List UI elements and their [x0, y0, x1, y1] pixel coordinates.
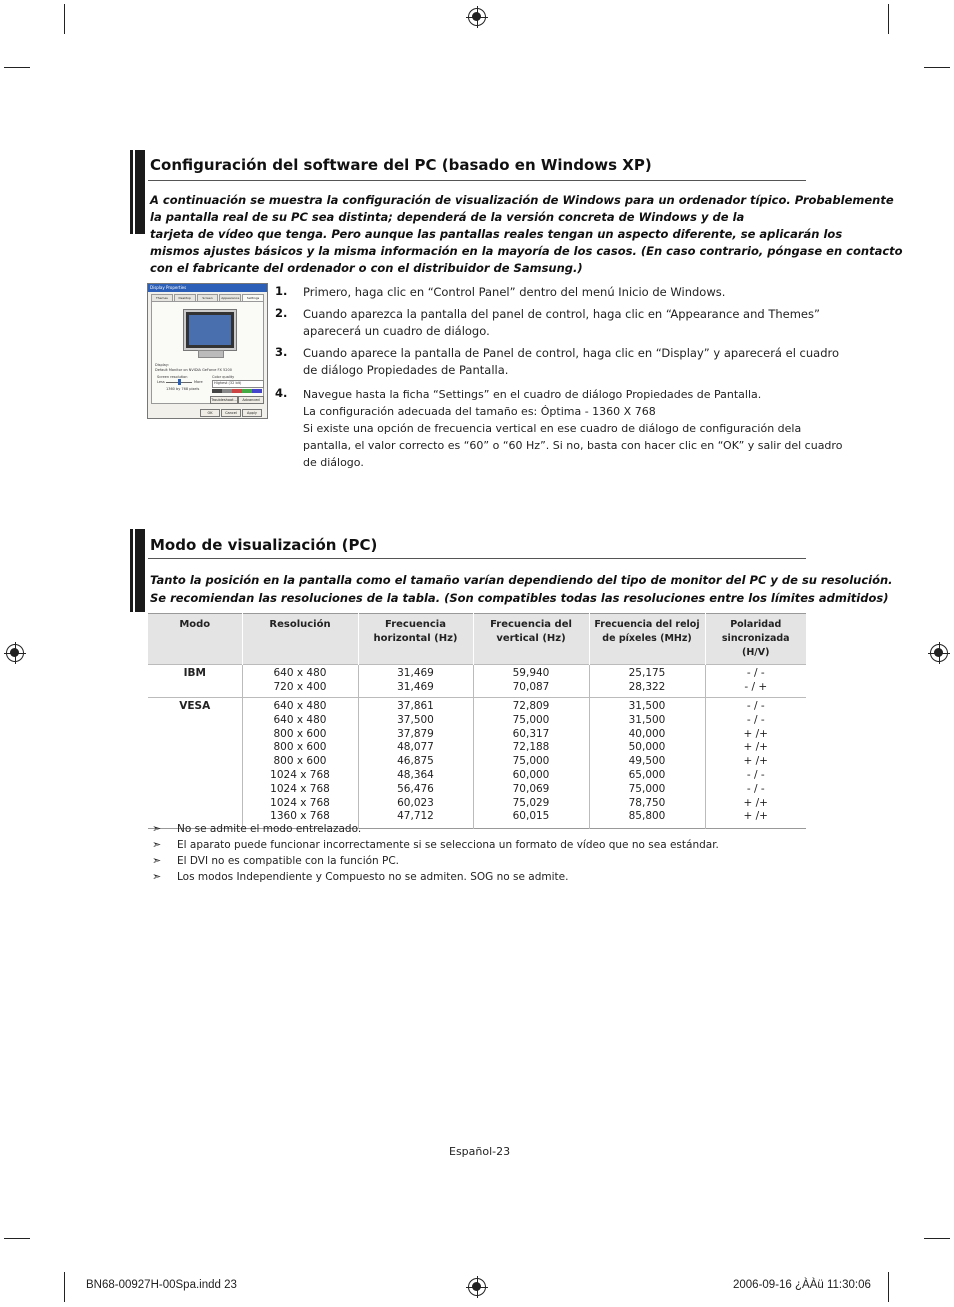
- registration-mark-icon: [6, 644, 24, 662]
- tab-appearance: Appearance: [221, 296, 240, 300]
- header-frecuencia-reloj: Frecuencia del reloj de píxeles (MHz): [589, 614, 705, 665]
- note-item: ➣ Los modos Independiente y Compuesto no se admiten. SOG no se admite.: [152, 870, 569, 883]
- page-number: Español-23: [449, 1145, 511, 1158]
- cell-value: 49,500: [628, 755, 666, 768]
- display-label: Display:: [155, 363, 169, 367]
- cell-value: 65,000: [628, 768, 666, 781]
- section-bar: [133, 150, 145, 234]
- cell-value: 640 x 480: [273, 700, 327, 712]
- cell-value: 31,469: [397, 680, 434, 693]
- table-row: [148, 698, 806, 829]
- monitor-icon: [184, 310, 236, 350]
- arrow-icon: ➣: [152, 870, 162, 883]
- monitor-stand: [198, 350, 224, 358]
- header-modo: Modo: [148, 614, 242, 665]
- crop-mark: [4, 67, 30, 68]
- crop-mark: [888, 4, 889, 34]
- cell-value: + /+: [743, 810, 768, 823]
- cell-value: 85,800: [628, 810, 666, 823]
- cell-value: 70,087: [512, 680, 550, 693]
- cell-value: - / -: [746, 713, 765, 726]
- cell-value: 28,322: [628, 680, 666, 693]
- cell-value: 56,476: [397, 782, 434, 795]
- section-bar: [133, 529, 145, 612]
- cell-value: 720 x 400: [273, 680, 327, 693]
- cell-value: 70,069: [512, 782, 550, 795]
- polarity-cell: [705, 665, 806, 698]
- cell-value: 60,015: [512, 810, 550, 823]
- section-title: Modo de visualización (PC): [150, 536, 378, 554]
- crop-mark: [924, 1238, 950, 1239]
- cell-value: 800 x 600: [273, 727, 327, 740]
- cell-value: 60,317: [512, 727, 550, 740]
- cell-value: - / +: [744, 680, 768, 693]
- cell-value: 46,875: [397, 755, 434, 768]
- cell-value: 1024 x 768: [270, 796, 330, 809]
- hfreq-cell: [358, 665, 473, 698]
- cell-value: 60,023: [397, 796, 434, 809]
- cell-value: 1360 x 768: [270, 810, 330, 823]
- cell-value: 37,861: [397, 700, 434, 712]
- note-item: ➣ El aparato puede funcionar incorrectamente si se selecciona un formato de vídeo que no sea estándar.: [152, 838, 719, 851]
- section-rule: [148, 558, 806, 559]
- header-resolucion: Resolución: [242, 614, 358, 665]
- arrow-icon: ➣: [152, 822, 162, 835]
- cell-value: 40,000: [628, 727, 666, 740]
- cell-value: 72,188: [512, 741, 550, 754]
- resolution-value: 1360 by 768 pixels: [166, 387, 200, 391]
- display-properties-dialog: [147, 283, 268, 419]
- cell-value: 75,000: [512, 713, 550, 726]
- cell-value: - / -: [746, 700, 765, 712]
- display-mode-table: [148, 613, 806, 829]
- display-value: Default Monitor on NVIDIA GeForce FX 5200: [155, 368, 232, 372]
- cell-value: 37,879: [397, 727, 434, 740]
- cell-value: + /+: [743, 755, 768, 768]
- cell-value: 47,712: [397, 810, 434, 823]
- cell-value: 1024 x 768: [270, 782, 330, 795]
- cell-value: 75,029: [512, 796, 550, 809]
- resolution-cell: [242, 698, 358, 829]
- polarity-cell: [705, 698, 806, 829]
- cell-value: 78,750: [628, 796, 666, 809]
- less-label: Less: [157, 380, 165, 384]
- arrow-icon: ➣: [152, 838, 162, 851]
- step-number: 3.: [275, 345, 288, 359]
- cell-value: 75,000: [628, 782, 666, 795]
- advanced-button: Advanced: [238, 396, 264, 404]
- arrow-icon: ➣: [152, 854, 162, 867]
- crop-mark: [888, 1272, 889, 1302]
- more-label: More: [194, 380, 203, 384]
- hfreq-cell: [358, 698, 473, 829]
- cell-value: 37,500: [397, 713, 434, 726]
- color-bar: [212, 389, 262, 393]
- tab-settings: Settings: [242, 294, 264, 301]
- cell-value: 59,940: [512, 667, 550, 679]
- cell-value: + /+: [743, 741, 768, 754]
- step-number: 2.: [275, 306, 288, 320]
- tab-desktop: Desktop: [174, 294, 196, 301]
- crop-mark: [4, 1238, 30, 1239]
- cell-value: - / -: [746, 667, 765, 679]
- crop-mark: [64, 4, 65, 34]
- dialog-title: Display Properties: [148, 284, 267, 292]
- color-quality-label: Color quality: [212, 375, 235, 379]
- cell-value: 1024 x 768: [270, 768, 330, 781]
- cell-value: + /+: [743, 727, 768, 740]
- step-text: Cuando aparece la pantalla de Panel de control, haga clic en “Display” y aparecerá el cuadro de diálogo Propiedades de Pantalla.: [303, 346, 840, 377]
- cell-value: 25,175: [628, 667, 666, 679]
- resolution-label: Screen resolution: [157, 375, 188, 379]
- cell-value: 50,000: [628, 741, 666, 754]
- resolution-cell: [242, 665, 358, 698]
- header-polaridad: Polaridad sincronizada (H/V): [705, 614, 806, 665]
- cell-value: 800 x 600: [273, 755, 327, 768]
- cell-value: - / -: [746, 782, 765, 795]
- cell-value: 48,364: [397, 768, 434, 781]
- settings-panel: [151, 301, 264, 404]
- step-number: 1.: [275, 284, 288, 298]
- clock-cell: [589, 698, 705, 829]
- ok-button: OK: [200, 409, 220, 417]
- mode-cell: IBM: [183, 667, 206, 679]
- section-intro: Tanto la posición en la pantalla como el tamaño varían dependiendo del tipo de monitor del PC y de su resolución. Se recomiendan las resoluciones de la tabla. (Son compatibles todas las resoluciones entre los límites admitidos): [150, 573, 893, 605]
- tab-screen-saver: Screen: [197, 294, 219, 301]
- color-quality-select: Highest (32 bit): [212, 380, 264, 388]
- registration-mark-icon: [930, 644, 948, 662]
- crop-mark: [64, 1272, 65, 1302]
- cell-value: 75,000: [512, 755, 550, 768]
- cell-value: 31,500: [628, 713, 666, 726]
- cell-value: 31,500: [628, 700, 666, 712]
- table-row: [148, 665, 806, 698]
- cell-value: 640 x 480: [273, 667, 327, 679]
- step-text: Cuando aparezca la pantalla del panel de control, haga clic en “Appearance and Themes” aparecerá un cuadro de diálogo.: [303, 307, 820, 338]
- vfreq-cell: [473, 698, 589, 829]
- vfreq-cell: [473, 665, 589, 698]
- crop-mark: [924, 67, 950, 68]
- troubleshoot-button: Troubleshoot...: [211, 398, 237, 402]
- note-item: ➣ El DVI no es compatible con la función PC.: [152, 854, 400, 867]
- cell-value: 31,469: [397, 667, 434, 679]
- cell-value: 800 x 600: [273, 741, 327, 754]
- step-text: Navegue hasta la ficha “Settings” en el cuadro de diálogo Propiedades de Pantalla. La configuración adecuada del tamaño es: Óptima - 1360 X 768 Si existe una opción de frecuencia vertical en ese cuadro de diálogo de configuración dela pantalla, el valor correcto es “60” o “60 Hz”. Si no, basta con hacer clic en “OK” y salir del cuadro de diálogo.: [303, 388, 843, 469]
- cell-value: 60,000: [512, 768, 550, 781]
- step-number: 4.: [275, 386, 288, 400]
- cell-value: 48,077: [397, 741, 434, 754]
- slider-thumb: [178, 379, 181, 385]
- registration-mark-icon: [468, 8, 486, 26]
- footer-date: 2006-09-16 ¿ÀÀü 11:30:06: [733, 1279, 871, 1291]
- cell-value: + /+: [743, 796, 768, 809]
- section-title: Configuración del software del PC (basado en Windows XP): [150, 156, 652, 174]
- registration-mark-icon: [468, 1278, 486, 1296]
- footer-file: BN68-00927H-00Spa.indd 23: [86, 1279, 237, 1291]
- step-text: Primero, haga clic en “Control Panel” dentro del menú Inicio de Windows.: [303, 285, 726, 299]
- mode-cell: VESA: [179, 700, 211, 712]
- tab-themes: Themes: [151, 294, 173, 301]
- apply-button: Apply: [242, 409, 262, 417]
- section-intro: A continuación se muestra la configuración de visualización de Windows para un ordenador típico. Probablemente la pantalla real de su PC sea distinta; dependerá de la versión concreta de Windows y de la tarjeta de vídeo que tenga. Pero aunque las pantallas reales tengan un aspecto diferente, se aplicarán los mismos ajustes básicos y la misma información en la mayoría de los casos. (En caso contrario, póngase en contacto con el fabricante del ordenador o con el distribuidor de Samsung.): [150, 193, 903, 275]
- note-item: ➣ No se admite el modo entrelazado.: [152, 822, 362, 835]
- cancel-button: Cancel: [221, 409, 241, 417]
- cell-value: 640 x 480: [273, 713, 327, 726]
- header-frecuencia-vertical: Frecuencia del vertical (Hz): [473, 614, 589, 665]
- dialog-tabs: [151, 294, 264, 301]
- section-rule: [148, 180, 806, 181]
- header-frecuencia-horizontal: Frecuencia horizontal (Hz): [358, 614, 473, 665]
- cell-value: 72,809: [512, 700, 550, 712]
- clock-cell: [589, 665, 705, 698]
- cell-value: - / -: [746, 768, 765, 781]
